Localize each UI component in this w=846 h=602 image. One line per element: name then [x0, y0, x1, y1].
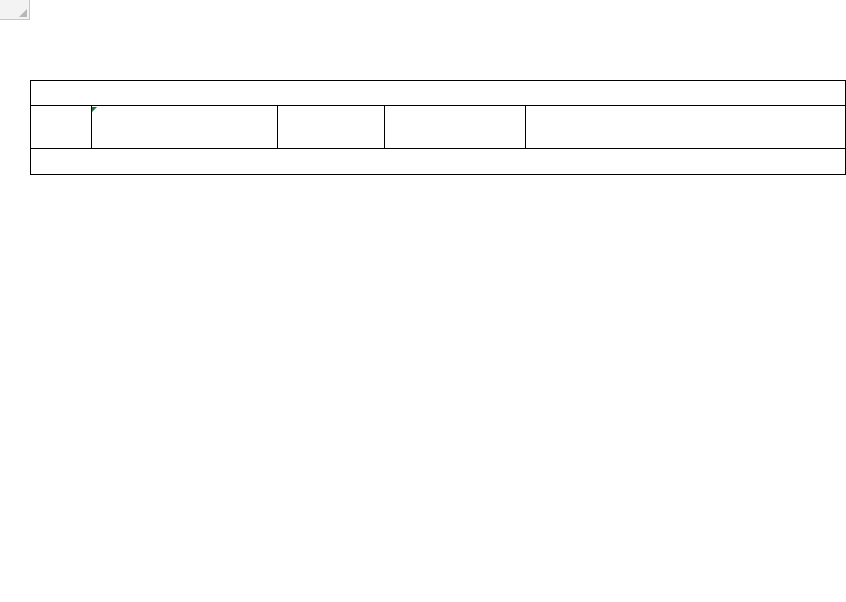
empty-cell[interactable]: [278, 106, 385, 149]
month-label[interactable]: [812, 53, 842, 80]
teacher-label[interactable]: [385, 106, 526, 149]
unit-label[interactable]: [60, 53, 160, 80]
quota-label[interactable]: [30, 106, 92, 149]
teacher-contact[interactable]: [526, 106, 846, 149]
select-all-corner[interactable]: [0, 0, 30, 20]
unit-value[interactable]: [160, 53, 240, 80]
actual-count[interactable]: [92, 106, 278, 149]
cell-note-marker: [92, 107, 97, 112]
section-overall[interactable]: [30, 80, 846, 106]
sheet-title[interactable]: [30, 20, 846, 53]
maker-label[interactable]: [410, 53, 570, 80]
year-label[interactable]: [752, 53, 782, 80]
section-students[interactable]: [30, 149, 846, 175]
